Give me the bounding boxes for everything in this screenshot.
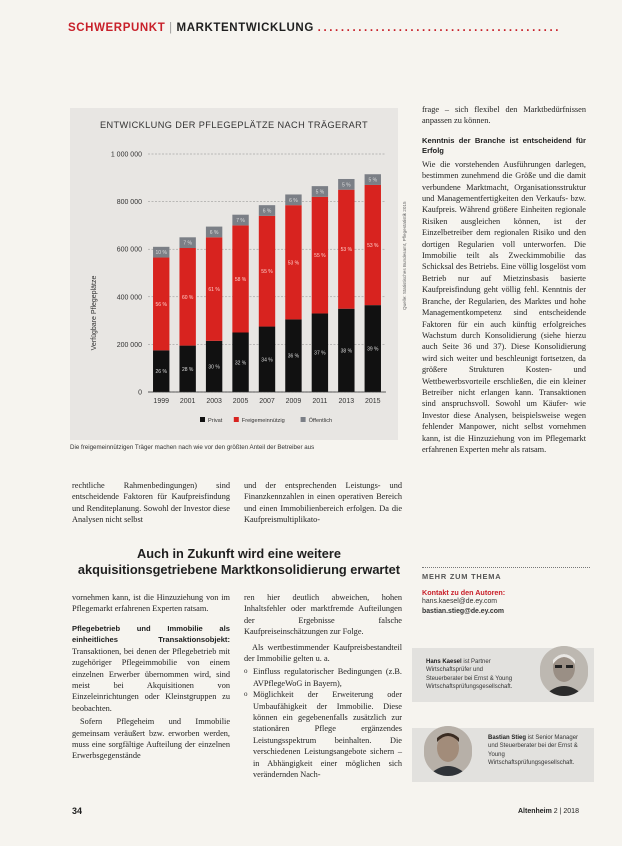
x-tick-label: 2005	[232, 398, 249, 405]
x-tick-label: 2007	[259, 398, 275, 405]
text-column-right	[422, 104, 586, 457]
y-tick-label: 600 000	[116, 246, 142, 254]
paragraph: Sofern Pflegeheim und Immobilie gemeinsam veräußert bzw. erworben werden, muss eine sorgfältige Aufteilung der einzelnen Erwerbsgegenstände	[72, 717, 230, 761]
bar-data-label: 30 %	[208, 364, 220, 371]
legend-swatch	[301, 417, 306, 422]
paragraph-text: Transaktionen, bei denen der Pflegebetrieb mit zugehöriger Pflegeimmobilie von einem einzelnen Erwerber übernommen wird, sind meist bei Akquisitionen von Einzeleinrichtungen oder Kleinstgruppen zu beobachten.	[72, 646, 230, 713]
author-photo	[540, 646, 588, 696]
bar-data-label: 61 %	[208, 287, 220, 294]
bar-data-label: 5 %	[368, 177, 378, 184]
chart-title: ENTWICKLUNG DER PFLEGEPLÄTZE NACH TRÄGERART	[99, 120, 369, 130]
text-column-mid-top	[244, 480, 402, 528]
y-tick-label: 1 000 000	[110, 151, 142, 159]
author-bio	[488, 734, 588, 767]
list-item: o Möglichkeit der Erweiterung oder Umbaufähigkeit der Immobilie. Diese können ein gegebenenfalls zusätzlich zur stationären Pflege ergänzendes Leistungsspektrum beinhalten. Die verschiedenen Leistungsangebote sichern – in Abhängigkeit einer möglichen sich verändernden Nach-	[244, 689, 402, 780]
paragraph: frage – sich flexibel den Marktbedürfnissen anpassen zu können.	[422, 105, 586, 126]
legend-label: Öffentlich	[308, 418, 333, 424]
bar-data-label: 6 %	[209, 229, 219, 236]
bar-data-label: 36 %	[287, 353, 300, 360]
subheading: Pflegebetrieb und Immobilie als einheitliches Transaktionsobjekt:	[72, 623, 230, 645]
paragraph: rechtliche Rahmenbedingungen) sind entscheidende Faktoren für Kaufpreisfindung und Renditeplanung. Sowohl der Investor diese Analysen nicht selbst	[72, 481, 230, 525]
bar-data-label: 5 %	[315, 189, 325, 196]
x-tick-label: 2015	[364, 398, 381, 405]
text-column-mid-bottom	[244, 592, 402, 781]
paragraph: Wie die vorstehenden Ausführungen darlegen, bestimmen zunehmend die Größe und die damit verbundene Marktmacht, Organisationsstruktur und Managementfertigkeiten den Verkaufs- bzw. Kaufpreis. Während größere Einheiten regionale Risiken ausgleichen können, ist der Einzelbetreiber dem regionalen Risiko und den dortigen Regularien voll unterworfen. Die Immobilie teilt als Zweckimmobilie das Schicksal des Betriebs. Eine völlig losgelöst vom Betrieb nur auf Mietzinsbasis basierte Kaufpreisfindung geht völlig fehl. Kenntnis der Branche, der Regularien, des Marktes und hohe Managementkompetenz sind entscheidende Faktoren für ein auch künftig erfolgreiches Wachstum durch Konsolidierung (siehe hierzu auch Seite 36 und 37). Diese Konsolidierung wird sich weiter und beschleunigt fortsetzen, da größere Strukturen Kosten- und Wettbewerbsvorteile erschließen, die ein kleiner Betreiber nicht erlangen kann. Transaktionen sind anspruchsvoll. Sowohl um Käufer- wie Investor diese Analysen, beispielsweise wegen fehlender Manpower, nicht selbst vornehmen kann, ist die Hinzuziehung von im Pflegemarkt erfahrenen Experten mehr als ratsam.	[422, 159, 586, 454]
bar-data-label: 60 %	[181, 294, 194, 301]
author-card-1	[412, 648, 594, 702]
bar-data-label: 55 %	[314, 253, 326, 260]
bar-data-label: 53 %	[367, 243, 379, 250]
paragraph: Als wertbestimmender Kaufpreisbestandteil der Immobilie gelten u. a.	[244, 642, 402, 664]
author-name: Hans Kaesel	[426, 659, 462, 665]
y-tick-label: 200 000	[116, 341, 142, 349]
bar-data-label: 7 %	[183, 240, 192, 247]
paragraph: vornehmen kann, ist die Hinzuziehung von im Pflegemarkt erfahrenen Experten ratsam.	[72, 593, 230, 614]
bar-data-label: 5 %	[342, 182, 351, 189]
y-tick-label: 800 000	[116, 199, 142, 207]
chart-source: Quelle: Statistisches Bundesamt, Pflegestatistik 2015	[402, 201, 407, 310]
section-header: SCHWERPUNKT | MARKTENTWICKLUNG ..........................................	[68, 22, 562, 34]
issue-number: 2 | 2018	[553, 808, 579, 815]
pull-headline: Auch in Zukunft wird eine weitere akquisitionsgetriebene Marktkonsolidierung erwartet	[77, 546, 401, 577]
magazine-name: Altenheim	[518, 808, 552, 815]
bar-data-label: 56 %	[155, 301, 167, 308]
bar-data-label: 58 %	[234, 276, 247, 283]
x-tick-label: 1999	[153, 398, 170, 405]
page-number: 34	[72, 806, 83, 816]
bar-data-label: 7 %	[236, 218, 245, 225]
bullet-list	[244, 666, 402, 780]
bar-data-label: 6 %	[289, 197, 298, 204]
subheading: Kenntnis der Branche ist entscheidend für Erfolg	[422, 135, 586, 156]
bar-data-label: 53 %	[340, 247, 353, 254]
bar-chart	[70, 108, 398, 440]
author-photo	[424, 726, 472, 776]
author-name: Bastian Stieg	[488, 735, 527, 741]
bar-data-label: 10 %	[155, 250, 167, 257]
y-tick-label: 0	[138, 389, 142, 397]
x-tick-label: 2003	[206, 398, 222, 405]
bar-data-label: 39 %	[367, 346, 379, 353]
more-on-topic-box	[422, 567, 590, 616]
magazine-info	[518, 808, 579, 815]
paragraph: und der entsprechenden Leistungs- und Finanzkennzahlen in einen operativen Bereich und einen Immobilienbereich erfolgen. Da die Kaufpreismultiplikato-	[244, 481, 402, 525]
x-tick-label: 2011	[312, 398, 328, 405]
x-tick-label: 2001	[179, 398, 196, 405]
bar-data-label: 55 %	[261, 269, 273, 276]
x-tick-label: 2013	[338, 398, 355, 405]
bar-data-label: 32 %	[234, 360, 247, 367]
paragraph: ren hier deutlich abweichen, hohen Inhaltsfehler oder marktfremde Aufteilungen der Ergebnisse falsche Kaufpreiseinschätzungen zur Folge.	[244, 593, 402, 637]
legend-label: Privat	[208, 418, 223, 424]
x-tick-label: 2009	[285, 398, 302, 405]
bar-data-label: 38 %	[340, 348, 353, 355]
topic-label: MARKTENTWICKLUNG	[176, 22, 314, 34]
email-link[interactable]: bastian.stieg@de.ey.com	[422, 607, 505, 615]
author-card-2	[412, 728, 594, 782]
y-tick-label: 400 000	[116, 294, 142, 302]
author-bio	[426, 658, 518, 691]
chart-ylabel: Verfügbare Pflegeplätze	[91, 275, 98, 351]
more-title: MEHR ZUM THEMA	[422, 567, 590, 581]
contact-label: Kontakt zu den Autoren:	[422, 588, 506, 597]
bar-data-label: 37 %	[314, 350, 326, 357]
bar-data-label: 6 %	[262, 208, 272, 215]
section-label: SCHWERPUNKT	[68, 22, 166, 34]
chart-caption: Die freigemeinnützigen Träger machen nach wie vor den größten Anteil der Betreiber aus	[70, 444, 315, 451]
chart-box	[70, 108, 398, 440]
legend-swatch	[200, 417, 205, 422]
legend-label: Freigemeinnützig	[241, 418, 285, 424]
bar-data-label: 34 %	[261, 357, 273, 364]
bar-data-label: 53 %	[287, 260, 300, 267]
author-description: ist Senior Manager und Steuerberater bei der Ernst & Young Wirtschaftsprüfungsgesellschaft.	[488, 735, 579, 766]
legend-swatch	[234, 417, 239, 422]
email-link[interactable]: hans.kaesel@de.ey.com	[422, 598, 498, 605]
bar-data-label: 26 %	[155, 369, 167, 376]
paragraph	[72, 623, 230, 714]
text-column-left-top	[72, 480, 230, 528]
list-item: o Einfluss regulatorischer Bedingungen (z.B. AVPflegeWoG in Bayern),	[244, 666, 402, 689]
text-column-left-bottom	[72, 592, 230, 764]
bar-data-label: 28 %	[181, 366, 194, 373]
author-description: ist Partner Wirtschaftsprüfer und Steuerberater bei Ernst & Young Wirtschaftsprüfungsgesellschaft.	[426, 659, 513, 690]
